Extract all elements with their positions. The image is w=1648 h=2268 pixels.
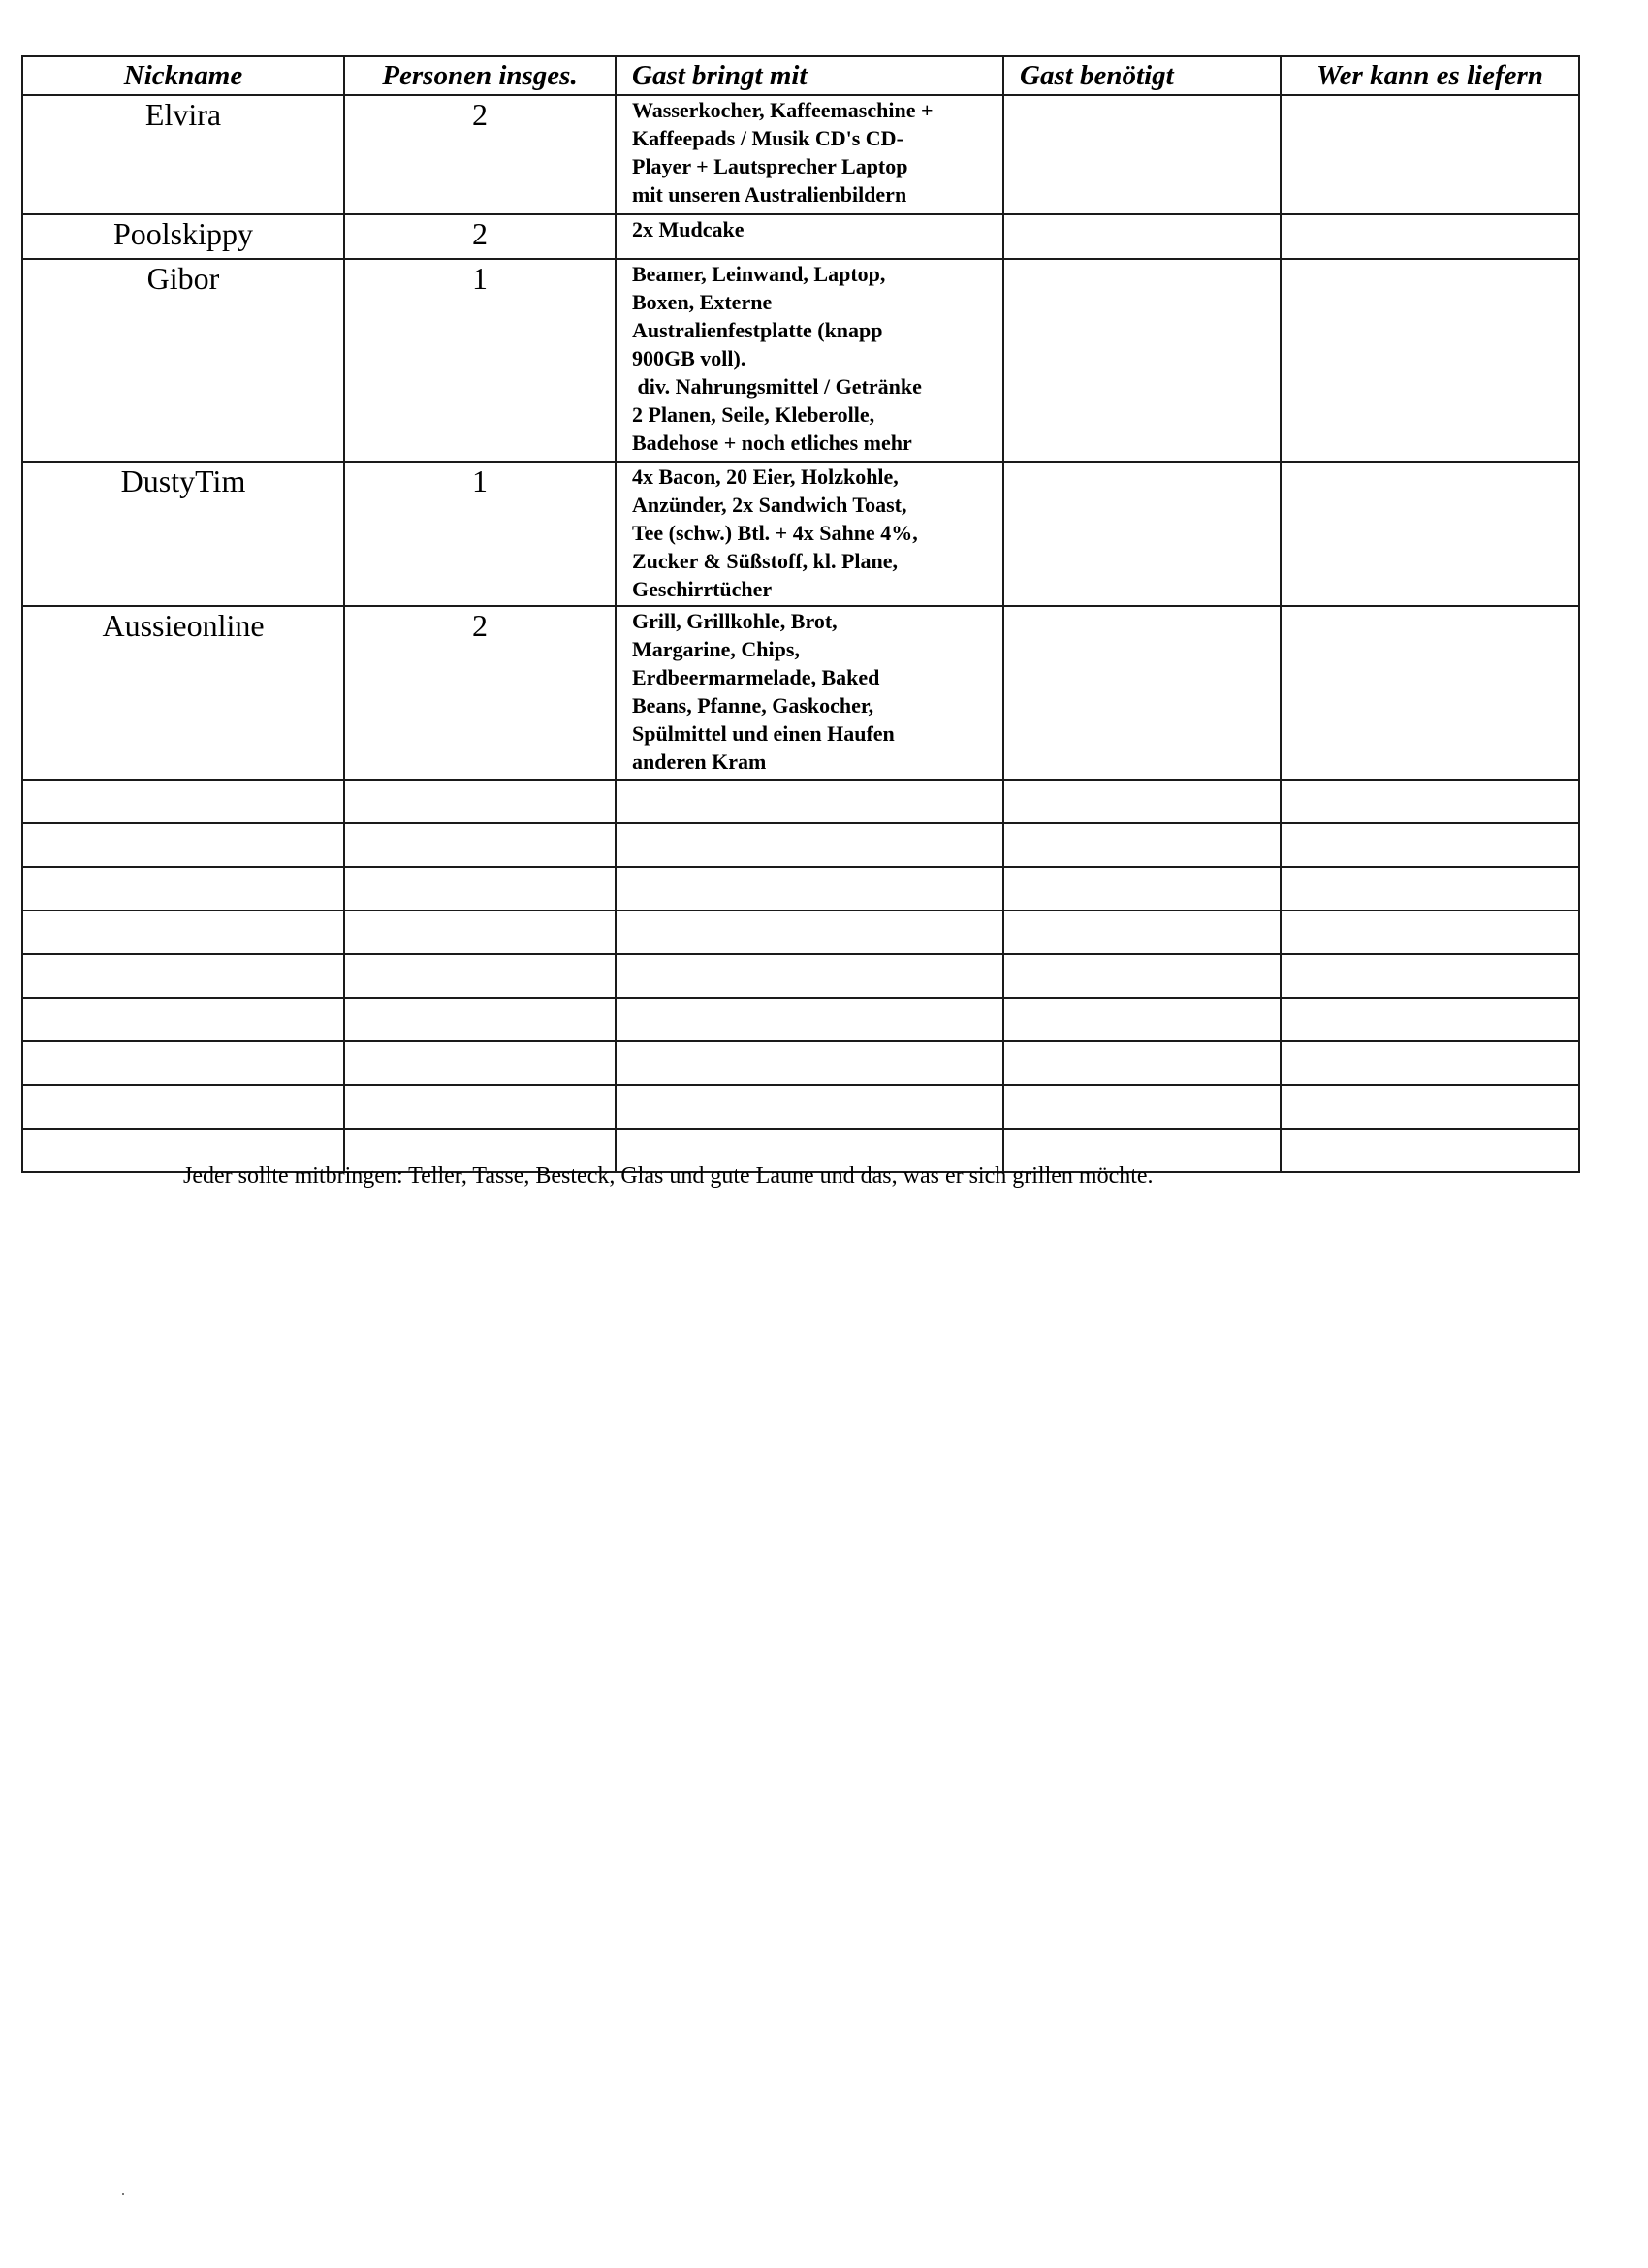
header-who-supplies: Wer kann es liefern	[1281, 56, 1579, 95]
nickname-cell: Aussieonline	[22, 606, 344, 780]
brings-cell: Wasserkocher, Kaffeemaschine + Kaffeepads / Musik CD's CD- Player + Lautsprecher Laptop mit unseren Australienbildern	[616, 95, 1003, 214]
scan-speck	[122, 2193, 124, 2195]
empty-row	[22, 867, 1579, 910]
needs-cell	[1003, 259, 1281, 462]
header-guest-brings: Gast bringt mit	[616, 56, 1003, 95]
header-row	[22, 56, 1579, 95]
empty-row	[22, 1041, 1579, 1085]
empty-row	[22, 910, 1579, 954]
nickname-cell: Elvira	[22, 95, 344, 214]
supplier-cell	[1281, 95, 1579, 214]
table-row	[22, 462, 1579, 606]
persons-cell: 2	[344, 214, 616, 259]
nickname-cell: DustyTim	[22, 462, 344, 606]
empty-row	[22, 954, 1579, 998]
empty-row	[22, 780, 1579, 823]
table-row	[22, 95, 1579, 214]
brings-cell: 4x Bacon, 20 Eier, Holzkohle, Anzünder, 2x Sandwich Toast, Tee (schw.) Btl. + 4x Sahne 4%, Zucker & Süßstoff, kl. Plane, Geschirrtücher	[616, 462, 1003, 606]
persons-cell: 2	[344, 95, 616, 214]
brings-cell: Beamer, Leinwand, Laptop, Boxen, Externe Australienfestplatte (knapp 900GB voll). div. Nahrungsmittel / Getränke 2 Planen, Seile, Kleberolle, Badehose + noch etliches mehr	[616, 259, 1003, 462]
needs-cell	[1003, 606, 1281, 780]
supplier-cell	[1281, 259, 1579, 462]
needs-cell	[1003, 95, 1281, 214]
brings-cell: 2x Mudcake	[616, 214, 1003, 259]
brings-cell: Grill, Grillkohle, Brot, Margarine, Chips, Erdbeermarmelade, Baked Beans, Pfanne, Gaskocher, Spülmittel und einen Haufen anderen Kram	[616, 606, 1003, 780]
persons-cell: 1	[344, 259, 616, 462]
footnote: Jeder sollte mitbringen: Teller, Tasse, Besteck, Glas und gute Laune und das, was er sich grillen möchte.	[183, 1164, 1154, 1189]
header-nickname: Nickname	[22, 56, 344, 95]
empty-row	[22, 998, 1579, 1041]
empty-row	[22, 1085, 1579, 1129]
header-persons-total: Personen insges.	[344, 56, 616, 95]
supplier-cell	[1281, 462, 1579, 606]
supplier-cell	[1281, 606, 1579, 780]
table-row	[22, 606, 1579, 780]
header-guest-needs: Gast benötigt	[1003, 56, 1281, 95]
needs-cell	[1003, 214, 1281, 259]
empty-row	[22, 823, 1579, 867]
persons-cell: 1	[344, 462, 616, 606]
needs-cell	[1003, 462, 1281, 606]
supplier-cell	[1281, 214, 1579, 259]
nickname-cell: Poolskippy	[22, 214, 344, 259]
nickname-cell: Gibor	[22, 259, 344, 462]
guest-table	[21, 55, 1580, 1173]
persons-cell: 2	[344, 606, 616, 780]
table-row	[22, 214, 1579, 259]
table-row	[22, 259, 1579, 462]
